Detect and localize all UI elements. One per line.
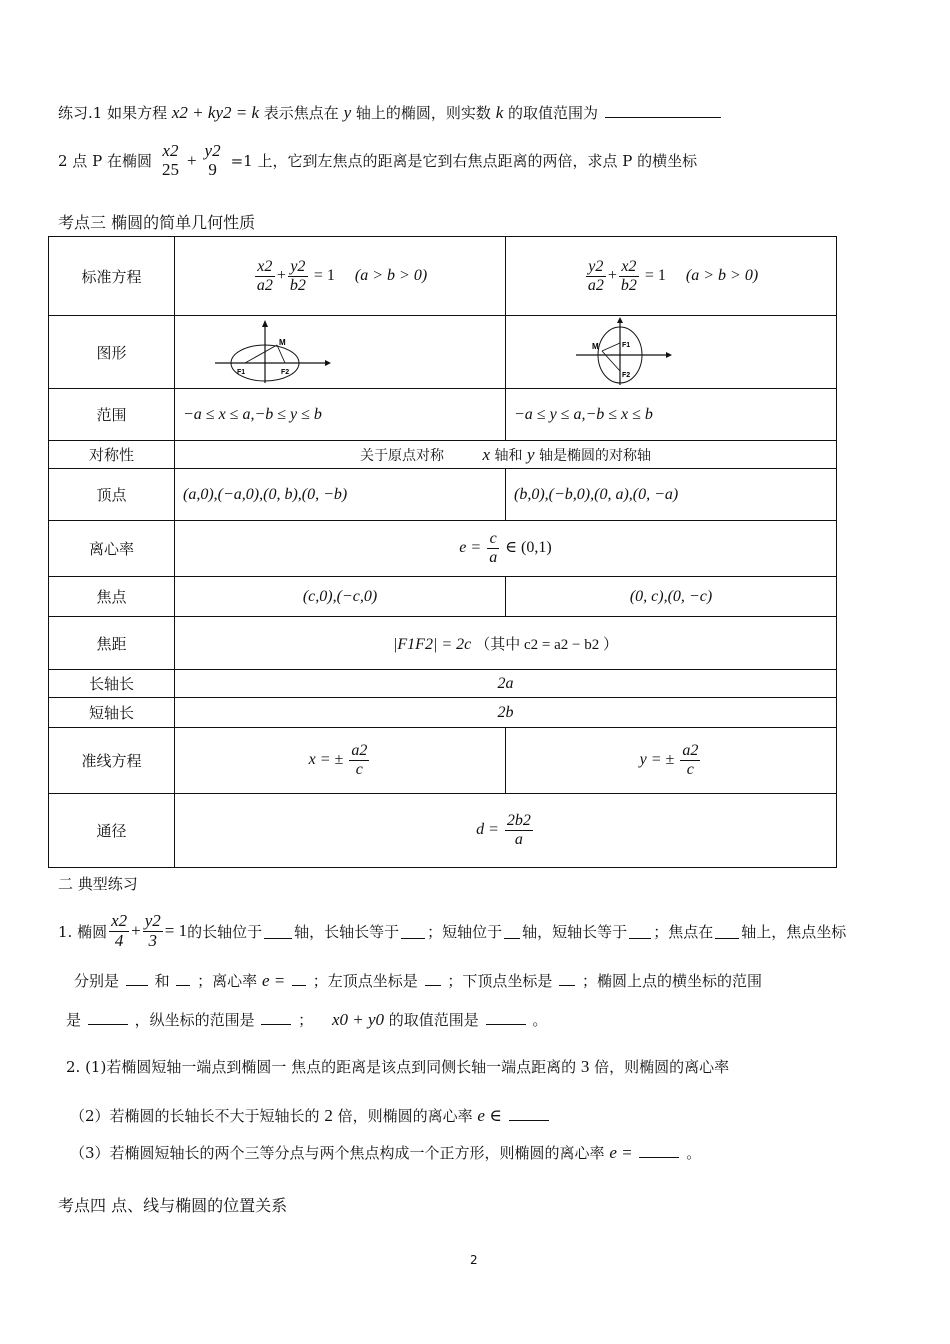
answer-blank[interactable] xyxy=(486,1010,526,1025)
frac-num: a2 xyxy=(351,742,368,760)
answer-blank[interactable] xyxy=(425,971,441,986)
q1-rhs: = 1 xyxy=(164,921,188,941)
eq-rhs: = 1 xyxy=(644,266,666,284)
row-label: 图形 xyxy=(49,316,175,389)
q1-line-3 xyxy=(66,1009,547,1030)
x-axis-arrow-icon xyxy=(325,360,331,366)
latus-rectum-cell xyxy=(175,794,837,868)
q2-text: 倍，则椭圆的离心率 xyxy=(337,1107,473,1125)
row-label: 通径 xyxy=(49,794,175,868)
vertex-cell-1: (a,0),(−a,0),(0, b),(0, −b) xyxy=(175,469,506,521)
major-axis-value: 2a xyxy=(175,670,837,698)
row-eccentricity xyxy=(49,521,837,577)
q2-number: 2 xyxy=(324,1106,333,1125)
std-eq-cell-1: $\frac{x2}{a2}$ + $\frac{y2}{b2}$ = 1 (a > b > 0) xyxy=(175,237,506,316)
row-label: 标准方程 xyxy=(49,237,175,316)
row-focal-distance xyxy=(49,617,837,670)
row-label: 焦距 xyxy=(49,617,175,670)
q1-text: 轴，长轴长等于 xyxy=(294,922,400,941)
answer-blank[interactable] xyxy=(629,924,651,939)
graph-cell-1 xyxy=(175,316,506,389)
q1-text: ；左顶点坐标是 xyxy=(312,972,418,990)
y-axis-arrow-icon xyxy=(262,320,268,327)
frac-den: 3 xyxy=(148,930,157,950)
frac-den: a2 xyxy=(587,276,604,294)
ex2-tail: =1 上，它到左焦点的距离是它到右焦点距离的两倍，求点 P 的横坐标 xyxy=(230,152,698,171)
frac-num: y2 xyxy=(288,258,308,277)
symmetry-text-3: 轴是椭圆的对称轴 xyxy=(538,447,651,464)
q1-text: ；短轴位于 xyxy=(427,922,503,941)
frac-num: c xyxy=(487,530,499,549)
ex1-tail: 的取值范围为 xyxy=(508,104,599,122)
answer-blank[interactable] xyxy=(401,924,425,939)
q2-number: 3 xyxy=(580,1057,590,1076)
vertical-ellipse-figure xyxy=(574,317,694,387)
ellipse-properties-table xyxy=(48,236,837,868)
q2-text: （2）若椭圆的长轴长不大于短轴长的 xyxy=(70,1107,320,1125)
row-label: 顶点 xyxy=(49,469,175,521)
answer-blank[interactable] xyxy=(88,1010,128,1025)
ex2-frac-2 xyxy=(203,142,223,179)
frac-den: c xyxy=(686,761,694,778)
focus-cell-2: (0, c),(0, −c) xyxy=(506,577,837,617)
eccentricity-cell xyxy=(175,521,837,577)
std-eq-cell-2: $\frac{y2}{a2}$ + $\frac{x2}{b2}$ = 1 (a > b > 0) xyxy=(506,237,837,316)
q1-lead: 1. 椭圆 xyxy=(58,922,108,941)
ex2-den-2: 9 xyxy=(208,159,217,179)
q2-text: 倍，则椭圆的离心率 xyxy=(594,1058,730,1076)
q2-ecc-symbol: e ∈ xyxy=(477,1106,502,1125)
ex1-text-2: 轴上的椭圆，则实数 xyxy=(355,104,491,122)
symmetry-x: x xyxy=(482,444,491,464)
q1-line-1: 1. 椭圆 $\frac{x2}{4}$ + $\frac{y2}{3}$ = 1 的长轴位于 轴，长轴长等于 ；短轴位于 轴，短轴长等于 ；焦点在 轴上，焦点坐标 xyxy=(58,911,847,950)
q1-text: ；椭圆上点的横坐标的范围 xyxy=(581,972,762,990)
ex1-var: k xyxy=(495,103,504,122)
answer-blank[interactable] xyxy=(639,1143,679,1158)
row-focus xyxy=(49,577,837,617)
answer-blank[interactable] xyxy=(504,924,520,939)
q1-text: 的取值范围是 xyxy=(388,1011,479,1029)
frac-den: a xyxy=(514,831,523,848)
directrix-cell-1 xyxy=(175,728,506,794)
frac-num: y2 xyxy=(586,258,606,277)
symmetry-text: 关于原点对称 xyxy=(360,447,445,464)
focus-1-label: F1 xyxy=(237,369,246,376)
q1-text: 的长轴位于 xyxy=(187,922,263,941)
exercise-1 xyxy=(58,102,723,123)
frac-den: 4 xyxy=(114,930,124,950)
graph-cell-2 xyxy=(506,316,837,389)
focus-2-label: F2 xyxy=(622,372,631,379)
horizontal-ellipse-figure xyxy=(213,319,333,385)
row-label: 离心率 xyxy=(49,521,175,577)
q2-text: 2. (1)若椭圆短轴一端点到椭圆一 焦点的距离是该点到同侧长轴一端点距离的 xyxy=(66,1058,577,1076)
answer-blank[interactable] xyxy=(715,924,739,939)
section-3-title: 考点三 椭圆的简单几何性质 xyxy=(58,213,256,232)
range-cell-2: −a ≤ y ≤ a,−b ≤ x ≤ b xyxy=(506,389,837,441)
focus-2-label: F2 xyxy=(281,369,290,376)
vertex-cell-2: (b,0),(−b,0),(0, a),(0, −a) xyxy=(506,469,837,521)
row-label: 长轴长 xyxy=(49,670,175,698)
row-standard-equation xyxy=(49,237,837,316)
q1-ecc-symbol: e = xyxy=(261,971,286,990)
point-m-label: M xyxy=(592,342,599,351)
latus-lhs: d = xyxy=(476,821,499,839)
row-symmetry xyxy=(49,441,837,469)
frac-num: x2 xyxy=(111,911,128,930)
row-vertex xyxy=(49,469,837,521)
focal-radius-2 xyxy=(602,351,620,371)
q1-text: ；下顶点坐标是 xyxy=(447,972,553,990)
frac-den: c xyxy=(355,761,363,778)
row-range xyxy=(49,389,837,441)
symmetry-text-2: 轴和 xyxy=(494,447,523,464)
ex2-frac-1 xyxy=(160,142,181,179)
answer-blank[interactable] xyxy=(559,971,575,986)
focal-distance-cell xyxy=(175,617,837,670)
directrix-lhs: x = ± xyxy=(308,751,344,769)
q2-text: 。 xyxy=(686,1144,702,1162)
row-minor-axis xyxy=(49,698,837,728)
answer-blank[interactable] xyxy=(264,924,292,939)
answer-blank[interactable] xyxy=(509,1106,549,1121)
q1-text: ，纵坐标的范围是 xyxy=(134,1011,255,1029)
answer-blank[interactable] xyxy=(605,103,721,118)
row-directrix xyxy=(49,728,837,794)
row-label: 焦点 xyxy=(49,577,175,617)
q1-text: 分别是 xyxy=(74,972,120,990)
row-major-axis xyxy=(49,670,837,698)
focal-distance-formula: |F1F2| = 2c xyxy=(393,635,472,653)
frac-den: b2 xyxy=(289,276,306,294)
q1-text: 。 xyxy=(532,1011,548,1029)
answer-blank[interactable] xyxy=(126,971,148,986)
ecc-rhs: ∈ (0,1) xyxy=(505,539,552,557)
ex2-plus: + xyxy=(186,150,197,170)
exercise-2 xyxy=(58,142,697,179)
ex1-axis: y xyxy=(343,103,352,122)
focal-radius-1 xyxy=(602,343,620,351)
page-number: 2 xyxy=(470,1253,478,1267)
q1-text: ； xyxy=(298,1011,314,1029)
q1-text: 轴，短轴长等于 xyxy=(522,922,628,941)
directrix-lhs: y = ± xyxy=(639,751,675,769)
eq-condition: (a > b > 0) xyxy=(354,266,428,284)
focus-cell-1: (c,0),(−c,0) xyxy=(175,577,506,617)
eq-rhs: = 1 xyxy=(313,266,335,284)
ex2-num-1: x2 xyxy=(162,141,179,160)
x-axis-arrow-icon xyxy=(666,352,672,358)
symmetry-cell xyxy=(175,441,837,469)
directrix-cell-2 xyxy=(506,728,837,794)
frac-den: b2 xyxy=(620,276,637,294)
q1-text: ；离心率 xyxy=(197,972,258,990)
q2-ecc-symbol: e = xyxy=(609,1143,633,1162)
frac-num: x2 xyxy=(255,258,275,277)
range-cell-1: −a ≤ x ≤ a,−b ≤ y ≤ b xyxy=(175,389,506,441)
answer-blank[interactable] xyxy=(292,971,306,986)
q2-part-2 xyxy=(70,1105,551,1126)
ecc-lhs: e = xyxy=(459,539,482,557)
section-typical-exercises-title: 二 典型练习 xyxy=(58,875,138,893)
ex1-equation: x2 + ky2 = k xyxy=(171,103,259,122)
focus-1-label: F1 xyxy=(622,342,631,349)
frac-num: 2b2 xyxy=(506,812,531,830)
frac-den: a2 xyxy=(256,276,273,294)
point-m-label: M xyxy=(279,338,286,347)
frac-num: y2 xyxy=(144,911,161,930)
frac-num: a2 xyxy=(682,742,699,760)
ex2-lead: 2 点 P 在椭圆 xyxy=(58,152,152,171)
row-graph xyxy=(49,316,837,389)
q2-text: （3）若椭圆短轴长的两个三等分点与两个焦点构成一个正方形，则椭圆的离心率 xyxy=(70,1144,605,1162)
q1-text: 和 xyxy=(154,972,170,990)
focal-radius-1 xyxy=(245,345,277,363)
frac-den: a xyxy=(489,549,498,566)
eq-condition: (a > b > 0) xyxy=(685,266,759,284)
ex2-num-2: y2 xyxy=(204,141,221,160)
minor-axis-value: 2b xyxy=(175,698,837,728)
row-label: 准线方程 xyxy=(49,728,175,794)
row-label: 范围 xyxy=(49,389,175,441)
focal-distance-note: （其中 c2 = a2 − b2 ） xyxy=(475,636,618,653)
section-4-title: 考点四 点、线与椭圆的位置关系 xyxy=(58,1196,288,1215)
q1-line-2 xyxy=(74,970,762,991)
q2-part-3 xyxy=(70,1142,701,1163)
answer-blank[interactable] xyxy=(176,971,190,986)
q1-text: 是 xyxy=(66,1011,82,1029)
ex1-text: 表示焦点在 xyxy=(263,104,339,122)
symmetry-y: y xyxy=(526,444,535,464)
q1-text: 轴上，焦点坐标 xyxy=(741,922,847,941)
ex1-lead: 练习.1 如果方程 xyxy=(58,104,168,122)
row-latus-rectum xyxy=(49,794,837,868)
y-axis-arrow-icon xyxy=(617,317,623,323)
q1-sum-expression: x0 + y0 xyxy=(331,1010,385,1029)
row-label: 对称性 xyxy=(49,441,175,469)
row-label: 短轴长 xyxy=(49,698,175,728)
q2-part-1 xyxy=(66,1056,729,1077)
ex2-den-1: 25 xyxy=(161,159,179,179)
answer-blank[interactable] xyxy=(261,1010,291,1025)
q1-text: ；焦点在 xyxy=(653,922,714,941)
frac-num: x2 xyxy=(619,258,639,277)
